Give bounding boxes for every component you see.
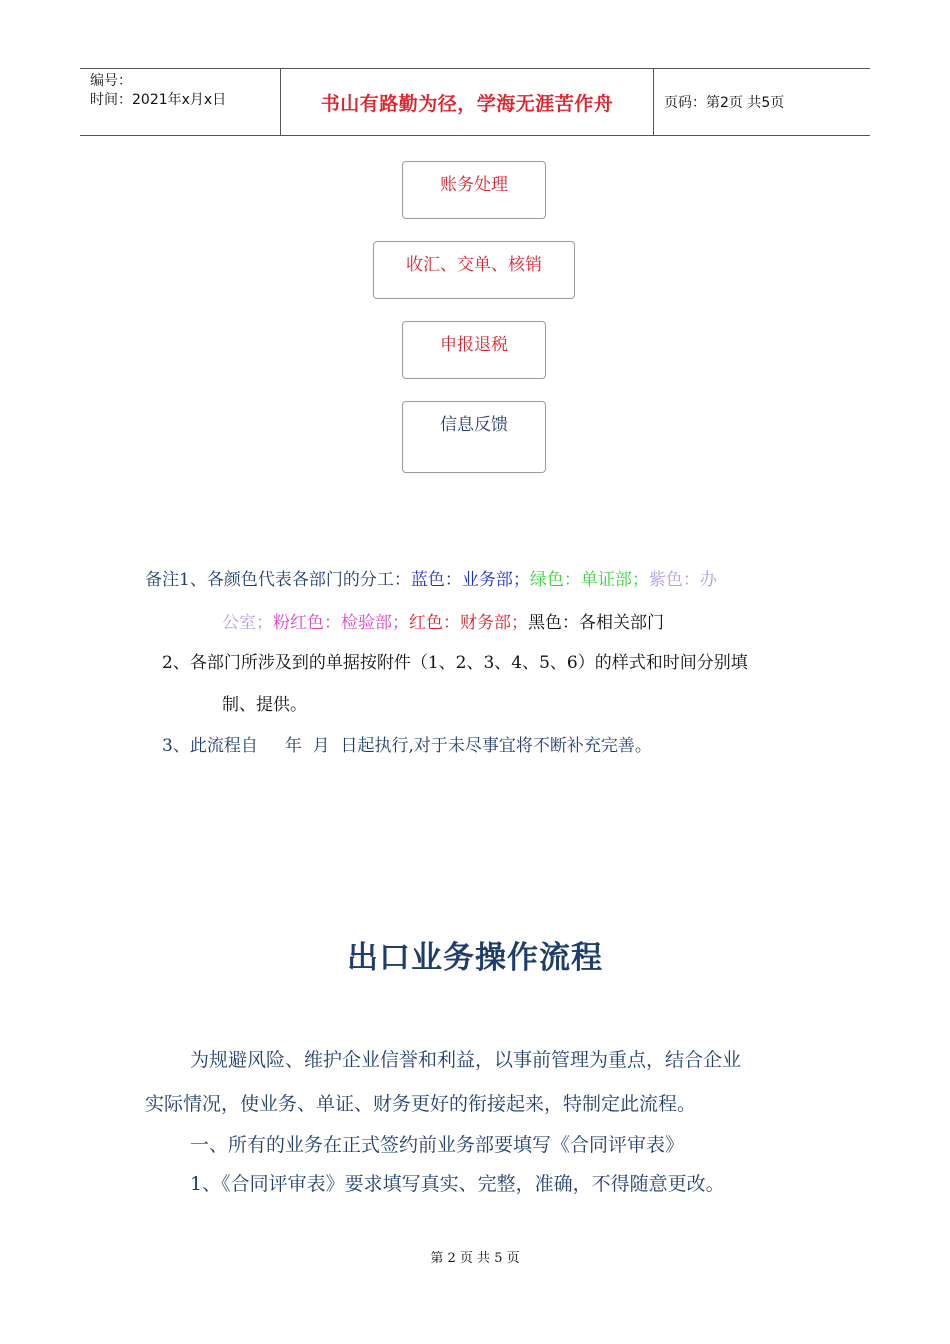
note-1-line-2 [222,608,664,633]
paragraph-1-line-1: 为规避风险、维护企业信誉和利益，以事前管理为重点，结合企业 [190,1049,742,1071]
note-1-purple-a: 紫色：办 [648,570,717,590]
flow-box-accounting: 账务处理 [402,161,546,219]
note-2-line-2: 制、提供。 [222,695,307,715]
flow-box-feedback: 信息反馈 [402,401,546,473]
note-1-prefix: 备注1、各颜色代表各部门的分工： [145,570,411,590]
note-1-blue: 蓝色：业务部； [410,570,530,590]
note-1-black: 黑色：各相关部门 [528,613,664,633]
paragraph-3: 1、《合同评审表》要求填写真实、完整，准确，不得随意更改。 [190,1173,725,1195]
note-2-line-1: 2、各部门所涉及到的单据按附件（1、2、3、4、5、6）的样式和时间分别填 [162,653,748,673]
note-1-line-1 [145,565,717,590]
header-motto: 书山有路勤为径，学海无涯苦作舟 [281,69,654,135]
paragraph-2: 一、所有的业务在正式签约前业务部要填写《合同评审表》 [190,1134,685,1156]
page-footer: 第 2 页 共 5 页 [430,1251,520,1266]
header-page-info: 页码：第2页 共5页 [664,95,785,111]
note-1-purple-b: 公室； [222,613,273,633]
page-header [80,68,870,136]
document-title: 出口业务操作流程 [347,940,603,976]
header-meta [80,69,281,135]
note-1-pink: 粉红色：检验部； [273,613,409,633]
flow-box-tax-refund: 申报退税 [402,321,546,379]
note-1-green: 绿色：单证部； [529,570,649,590]
paragraph-1-line-2: 实际情况，使业务、单证、财务更好的衔接起来，特制定此流程。 [145,1093,697,1115]
note-1-red: 红色：财务部； [409,613,528,633]
note-3: 3、此流程自 年 月 日起执行,对于未尽事宜将不断补充完善。 [162,736,652,756]
document-time: 时间：2021年x月x日 [90,92,227,108]
flow-box-collection: 收汇、交单、核销 [373,241,575,299]
document-number-label: 编号： [90,73,132,89]
